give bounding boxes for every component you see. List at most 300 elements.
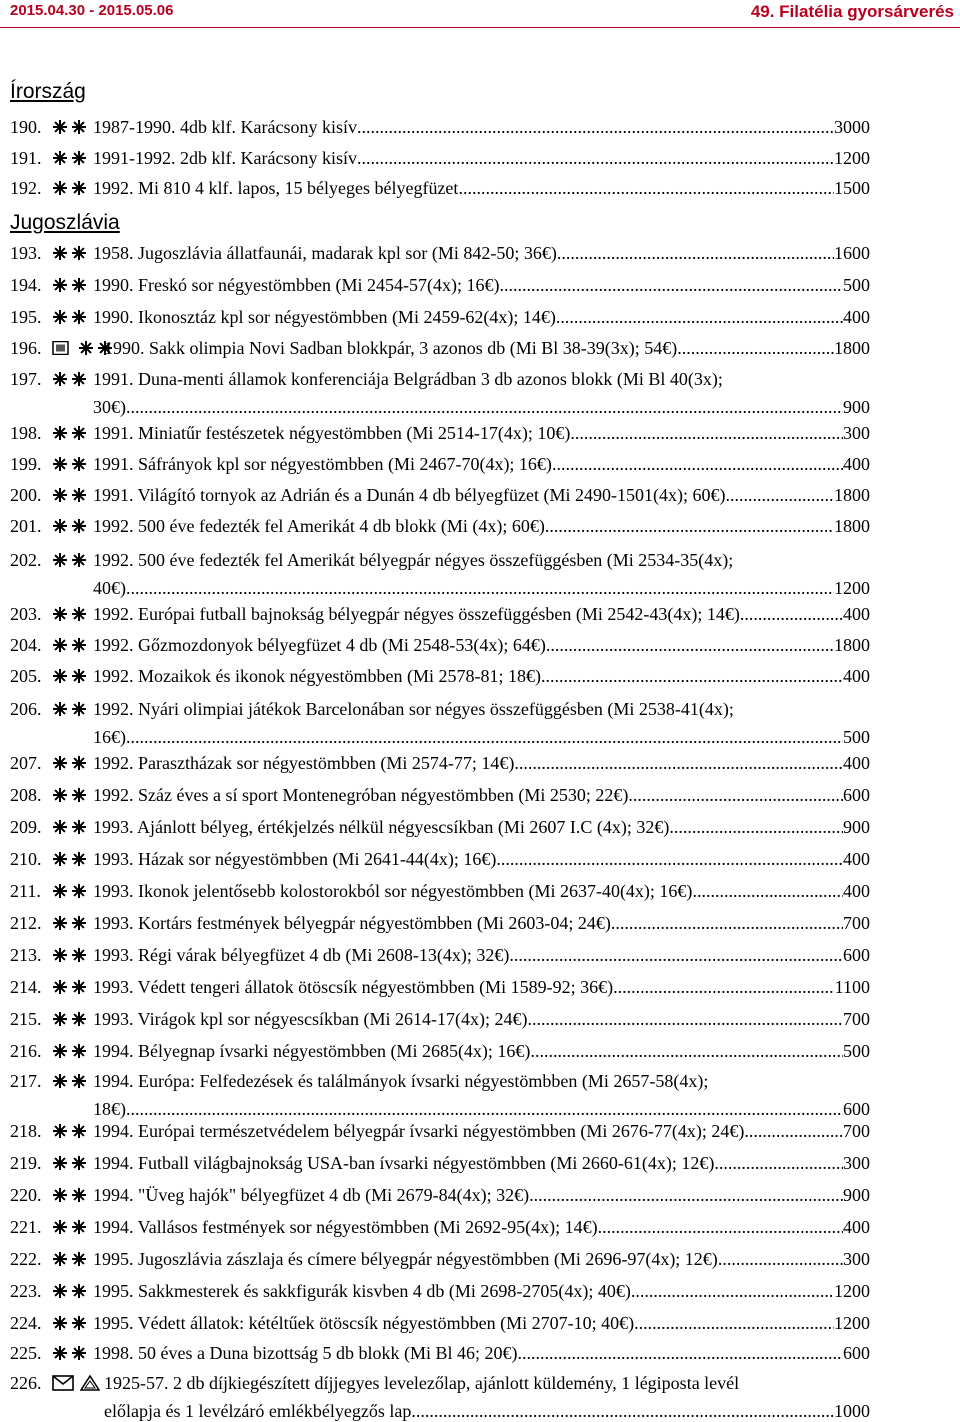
leader-dots bbox=[458, 177, 834, 199]
lot-price: 1200 bbox=[834, 1313, 870, 1333]
lot-item bbox=[10, 1248, 870, 1270]
leader-dots bbox=[552, 453, 843, 475]
lot-line bbox=[93, 1008, 870, 1030]
leader-dots bbox=[598, 1216, 843, 1238]
mint-never-hinged-icon bbox=[52, 426, 88, 440]
lot-item bbox=[10, 1342, 870, 1364]
lot-item bbox=[10, 848, 870, 870]
lot-text bbox=[93, 784, 870, 806]
lot-line bbox=[93, 1342, 870, 1364]
mint-never-hinged-icon bbox=[52, 372, 88, 386]
leader-dots bbox=[140, 1098, 844, 1120]
leader-dots bbox=[611, 912, 843, 934]
mint-never-hinged-icon bbox=[52, 1044, 88, 1058]
lot-line bbox=[93, 422, 870, 444]
mint-never-hinged-icon bbox=[52, 1074, 88, 1088]
lot-line bbox=[93, 177, 870, 199]
leader-dots bbox=[140, 396, 844, 418]
lot-item bbox=[10, 603, 870, 625]
lot-price: 400 bbox=[843, 1217, 870, 1237]
lot-text bbox=[93, 147, 870, 169]
mint-never-hinged-icon bbox=[52, 181, 88, 195]
lot-item bbox=[10, 177, 870, 199]
lot-line bbox=[93, 274, 870, 296]
lot-price: 1600 bbox=[834, 243, 870, 263]
lot-price: 500 bbox=[843, 1041, 870, 1061]
triangle-icon bbox=[80, 1375, 100, 1391]
lot-price: 1100 bbox=[834, 977, 870, 997]
lot-price: 600 bbox=[843, 1099, 870, 1119]
lot-description: 1995. Jugoszlávia zászlaja és címere bélyegpár négyestömbben (Mi 2696-97(4x); 12€) bbox=[93, 1249, 718, 1269]
lot-price: 400 bbox=[843, 849, 870, 869]
mint-never-hinged-icon bbox=[52, 756, 88, 770]
lot-text bbox=[93, 1216, 870, 1238]
lot-text bbox=[93, 1120, 870, 1142]
lot-description: 1995. Sakkmesterek és sakkfigurák kisvben 4 db (Mi 2698-2705(4x); 40€) bbox=[93, 1281, 631, 1301]
lot-price: 1200 bbox=[834, 148, 870, 168]
lot-item bbox=[10, 698, 870, 748]
lot-line bbox=[93, 147, 870, 169]
lot-description: 1992. Mozaikok és ikonok négyestömbben (Mi 2578-81; 18€) bbox=[93, 666, 541, 686]
leader-dots bbox=[499, 274, 843, 296]
lot-number: 205. bbox=[10, 666, 42, 686]
section-title: Írország bbox=[10, 80, 86, 103]
mint-never-hinged-icon bbox=[52, 457, 88, 471]
condition-marks bbox=[52, 1124, 88, 1138]
lot-text bbox=[93, 453, 870, 475]
lot-number: 203. bbox=[10, 604, 42, 624]
lot-description: 16€).. bbox=[93, 727, 135, 747]
condition-marks bbox=[52, 1284, 88, 1298]
lot-description: 1992. Nyári olimpiai játékok Barcelonában sor négyes összefüggésben (Mi 2538-41(4x); bbox=[93, 699, 734, 719]
leader-dots bbox=[517, 1342, 843, 1364]
condition-marks bbox=[52, 788, 88, 802]
lot-line bbox=[93, 634, 870, 656]
mint-never-hinged-icon bbox=[52, 1284, 88, 1298]
lot-price: 400 bbox=[843, 307, 870, 327]
lot-number: 198. bbox=[10, 423, 42, 443]
leader-dots bbox=[718, 1248, 843, 1270]
leader-dots bbox=[714, 1152, 843, 1174]
lot-line bbox=[93, 976, 870, 998]
lot-item bbox=[10, 1070, 870, 1120]
leader-dots bbox=[514, 752, 843, 774]
lot-description: 1991. Miniatűr festészetek négyestömbben (Mi 2514-17(4x); 10€) bbox=[93, 423, 571, 443]
lot-number: 217. bbox=[10, 1071, 42, 1091]
lot-text bbox=[93, 484, 870, 506]
condition-marks bbox=[52, 756, 88, 770]
lot-price: 1800 bbox=[834, 516, 870, 536]
condition-marks bbox=[52, 246, 88, 260]
leader-dots bbox=[628, 784, 843, 806]
condition-marks bbox=[52, 1156, 88, 1170]
lot-text bbox=[93, 1040, 870, 1062]
lot-description: 1990. Ikonosztáz kpl sor négyestömbben (Mi 2459-62(4x); 14€) bbox=[93, 307, 556, 327]
lot-item bbox=[10, 484, 870, 506]
lot-text bbox=[93, 1152, 870, 1174]
condition-marks bbox=[52, 1220, 88, 1234]
lot-line bbox=[93, 1216, 870, 1238]
leader-dots bbox=[740, 603, 843, 625]
lot-item bbox=[10, 337, 870, 359]
leader-dots bbox=[529, 1184, 843, 1206]
lot-line bbox=[93, 396, 870, 418]
lot-price: 1800 bbox=[834, 485, 870, 505]
condition-marks bbox=[52, 916, 88, 930]
lot-description: előlapja és 1 levélzáró emlékbélyegzős lap bbox=[104, 1401, 412, 1421]
lot-price: 700 bbox=[843, 913, 870, 933]
lot-text bbox=[93, 422, 870, 444]
condition-marks bbox=[52, 1252, 88, 1266]
lot-item bbox=[10, 549, 870, 599]
lot-price: 900 bbox=[843, 1185, 870, 1205]
lot-item bbox=[10, 242, 870, 264]
lot-price: 1200 bbox=[834, 1281, 870, 1301]
leader-dots bbox=[131, 577, 835, 599]
lot-item bbox=[10, 368, 870, 418]
mint-never-hinged-icon bbox=[52, 980, 88, 994]
lot-price: 400 bbox=[843, 881, 870, 901]
lot-item bbox=[10, 116, 870, 138]
lot-text bbox=[93, 944, 870, 966]
lot-number: 220. bbox=[10, 1185, 42, 1205]
lot-description: 1994. "Üveg hajók" bélyegfüzet 4 db (Mi 2679-84(4x); 32€) bbox=[93, 1185, 530, 1205]
lot-item bbox=[10, 306, 870, 328]
lot-number: 215. bbox=[10, 1009, 42, 1029]
lot-line bbox=[93, 1098, 870, 1120]
lot-description: 40€). bbox=[93, 578, 131, 598]
leader-dots bbox=[528, 1008, 843, 1030]
lot-item bbox=[10, 147, 870, 169]
mint-never-hinged-icon bbox=[52, 1012, 88, 1026]
lot-text bbox=[93, 976, 870, 998]
lot-line bbox=[93, 726, 870, 748]
lot-item bbox=[10, 453, 870, 475]
mint-never-hinged-icon bbox=[52, 1188, 88, 1202]
lot-price: 300 bbox=[843, 423, 870, 443]
lot-number: 191. bbox=[10, 148, 42, 168]
lot-text bbox=[93, 634, 870, 656]
mint-never-hinged-icon bbox=[52, 916, 88, 930]
mint-never-hinged-icon bbox=[52, 553, 88, 567]
lot-text bbox=[93, 515, 870, 537]
lot-text bbox=[93, 698, 870, 748]
lot-description: 1992. 500 éve fedezték fel Amerikát 4 db blokk (Mi (4x); 60€) bbox=[93, 516, 545, 536]
lot-line bbox=[93, 698, 870, 720]
lot-item bbox=[10, 1040, 870, 1062]
lot-line bbox=[93, 577, 870, 599]
lot-text bbox=[104, 1372, 870, 1422]
leader-dots bbox=[357, 116, 834, 138]
lot-description: 1991. Duna-menti államok konferenciája Belgrádban 3 db azonos blokk (Mi Bl 40(3x); bbox=[93, 369, 723, 389]
lot-item bbox=[10, 944, 870, 966]
lot-line bbox=[93, 484, 870, 506]
lot-line bbox=[104, 1372, 870, 1394]
lot-item bbox=[10, 752, 870, 774]
lot-item bbox=[10, 880, 870, 902]
block-icon bbox=[52, 341, 72, 355]
lot-description: 1992. Mi 810 4 klf. lapos, 15 bélyeges bélyegfüzet bbox=[93, 178, 459, 198]
leader-dots bbox=[530, 1040, 843, 1062]
lot-line bbox=[93, 880, 870, 902]
lot-price: 500 bbox=[843, 275, 870, 295]
lot-text bbox=[93, 274, 870, 296]
lot-text bbox=[93, 1008, 870, 1030]
lot-price: 400 bbox=[843, 753, 870, 773]
lot-item bbox=[10, 1120, 870, 1142]
lot-line bbox=[93, 515, 870, 537]
lot-line bbox=[93, 603, 870, 625]
condition-marks bbox=[52, 151, 88, 165]
lot-price: 1200 bbox=[834, 578, 870, 598]
lot-description: 18€)... bbox=[93, 1099, 140, 1119]
mint-never-hinged-icon bbox=[52, 702, 88, 716]
lot-number: 225. bbox=[10, 1343, 42, 1363]
lot-line bbox=[93, 848, 870, 870]
lot-description: 30€)... bbox=[93, 397, 140, 417]
lot-text bbox=[93, 1248, 870, 1270]
lot-text bbox=[93, 1070, 870, 1120]
lot-description: 1993. Régi várak bélyegfüzet 4 db (Mi 2608-13(4x); 32€) bbox=[93, 945, 510, 965]
condition-marks bbox=[52, 1074, 88, 1088]
lot-price: 1500 bbox=[834, 178, 870, 198]
mint-never-hinged-icon bbox=[52, 852, 88, 866]
lot-number: 199. bbox=[10, 454, 42, 474]
lot-description: 1994. Vallásos festmények sor négyestömbben (Mi 2692-95(4x); 14€) bbox=[93, 1217, 598, 1237]
lot-text bbox=[93, 306, 870, 328]
lot-number: 221. bbox=[10, 1217, 42, 1237]
lot-number: 200. bbox=[10, 485, 42, 505]
lot-line bbox=[93, 1120, 870, 1142]
condition-marks bbox=[52, 1376, 100, 1390]
mint-never-hinged-icon bbox=[52, 607, 88, 621]
lot-text bbox=[93, 177, 870, 199]
mint-never-hinged-icon bbox=[52, 278, 88, 292]
lot-text bbox=[93, 816, 870, 838]
leader-dots bbox=[557, 242, 834, 264]
mint-never-hinged-icon bbox=[52, 884, 88, 898]
lot-price: 1000 bbox=[834, 1401, 870, 1421]
condition-marks bbox=[52, 488, 88, 502]
mint-never-hinged-icon bbox=[52, 1252, 88, 1266]
lot-item bbox=[10, 274, 870, 296]
leader-dots bbox=[570, 422, 843, 444]
lot-number: 209. bbox=[10, 817, 42, 837]
condition-marks bbox=[52, 181, 88, 195]
lot-description: 1990. Freskó sor négyestömbben (Mi 2454-57(4x); 16€) bbox=[93, 275, 500, 295]
lot-description: 1993. Védett tengeri állatok ötöscsík négyestömbben (Mi 1589-92; 36€) bbox=[93, 977, 614, 997]
lot-description: 1992. 500 éve fedezték fel Amerikát bélyegpár négyes összefüggésben (Mi 2534-35(4x); bbox=[93, 550, 734, 570]
lot-line bbox=[93, 242, 870, 264]
condition-marks bbox=[52, 852, 88, 866]
lot-line bbox=[93, 1184, 870, 1206]
mint-never-hinged-icon bbox=[52, 310, 88, 324]
lot-price: 700 bbox=[843, 1121, 870, 1141]
mint-never-hinged-icon bbox=[52, 1220, 88, 1234]
mint-never-hinged-icon bbox=[52, 120, 88, 134]
lot-number: 223. bbox=[10, 1281, 42, 1301]
lot-number: 192. bbox=[10, 178, 42, 198]
leader-dots bbox=[725, 484, 834, 506]
mint-never-hinged-icon bbox=[52, 948, 88, 962]
lot-price: 400 bbox=[843, 604, 870, 624]
lot-description: 1993. Házak sor négyestömbben (Mi 2641-44(4x); 16€) bbox=[93, 849, 497, 869]
lot-price: 900 bbox=[843, 397, 870, 417]
lot-price: 3000 bbox=[834, 117, 870, 137]
lot-number: 194. bbox=[10, 275, 42, 295]
lot-text bbox=[93, 603, 870, 625]
condition-marks bbox=[52, 1188, 88, 1202]
condition-marks bbox=[52, 457, 88, 471]
lot-line bbox=[93, 784, 870, 806]
lot-item bbox=[10, 515, 870, 537]
lot-number: 213. bbox=[10, 945, 42, 965]
lot-item bbox=[10, 976, 870, 998]
lot-number: 211. bbox=[10, 881, 41, 901]
lot-price: 500 bbox=[843, 727, 870, 747]
lot-number: 201. bbox=[10, 516, 42, 536]
lot-text bbox=[93, 1312, 870, 1334]
leader-dots bbox=[509, 944, 843, 966]
condition-marks bbox=[52, 310, 88, 324]
leader-dots bbox=[546, 634, 834, 656]
lot-text bbox=[93, 116, 870, 138]
lot-number: 210. bbox=[10, 849, 42, 869]
lot-text bbox=[93, 752, 870, 774]
leader-dots bbox=[677, 337, 834, 359]
lot-description: 1991. Sáfrányok kpl sor négyestömbben (Mi 2467-70(4x); 16€) bbox=[93, 454, 552, 474]
lot-description: 1925-57. 2 db díjkiegészített díjjegyes levelezőlap, ajánlott küldemény, 1 légiposta levél bbox=[104, 1373, 740, 1393]
lot-line bbox=[93, 816, 870, 838]
lot-number: 190. bbox=[10, 117, 42, 137]
leader-dots bbox=[692, 880, 843, 902]
leader-dots bbox=[496, 848, 843, 870]
lot-description: 1995. Védett állatok: kétéltűek ötöscsík négyestömbben (Mi 2707-10; 40€) bbox=[93, 1313, 635, 1333]
mint-never-hinged-icon bbox=[52, 488, 88, 502]
lot-line bbox=[93, 368, 870, 390]
leader-dots bbox=[634, 1312, 834, 1334]
lot-description: 1998. 50 éves a Duna bizottság 5 db blokk (Mi Bl 46; 20€) bbox=[93, 1343, 518, 1363]
lot-item bbox=[10, 784, 870, 806]
lot-item bbox=[10, 1152, 870, 1174]
lot-description: 1993. Ikonok jelentősebb kolostorokból sor négyestömbben (Mi 2637-40(4x); 16€) bbox=[93, 881, 693, 901]
lot-text bbox=[93, 665, 870, 687]
lot-price: 1800 bbox=[834, 635, 870, 655]
lot-description: 1987-1990. 4db klf. Karácsony kisív bbox=[93, 117, 357, 137]
lot-line bbox=[93, 944, 870, 966]
lot-item bbox=[10, 422, 870, 444]
lot-line bbox=[93, 665, 870, 687]
lot-text bbox=[104, 337, 870, 359]
lot-number: 202. bbox=[10, 550, 42, 570]
leader-dots bbox=[744, 1120, 843, 1142]
lot-description: 1994. Bélyegnap ívsarki négyestömbben (Mi 2685(4x); 16€) bbox=[93, 1041, 531, 1061]
lot-number: 206. bbox=[10, 699, 42, 719]
date-range: 2015.04.30 - 2015.05.06 bbox=[10, 2, 174, 19]
lot-line bbox=[93, 116, 870, 138]
lot-line bbox=[93, 1248, 870, 1270]
lot-item bbox=[10, 1280, 870, 1302]
condition-marks bbox=[52, 607, 88, 621]
lot-description: 1993. Kortárs festmények bélyegpár négyestömbben (Mi 2603-04; 24€) bbox=[93, 913, 611, 933]
lot-description: 1993. Virágok kpl sor négyescsíkban (Mi 2614-17(4x); 24€) bbox=[93, 1009, 528, 1029]
condition-marks bbox=[52, 638, 88, 652]
leader-dots bbox=[556, 306, 843, 328]
condition-marks bbox=[52, 372, 88, 386]
lot-number: 214. bbox=[10, 977, 42, 997]
condition-marks bbox=[52, 553, 88, 567]
lot-text bbox=[93, 880, 870, 902]
lot-description: 1991. Világító tornyok az Adrián és a Dunán 4 db bélyegfüzet (Mi 2490-1501(4x); 60€) bbox=[93, 485, 726, 505]
lot-price: 600 bbox=[843, 1343, 870, 1363]
leader-dots bbox=[613, 976, 835, 998]
lot-number: 193. bbox=[10, 243, 42, 263]
mint-never-hinged-icon bbox=[52, 246, 88, 260]
leader-dots bbox=[135, 726, 843, 748]
condition-marks bbox=[52, 948, 88, 962]
condition-marks bbox=[52, 1012, 88, 1026]
mint-never-hinged-icon bbox=[52, 1124, 88, 1138]
lot-line bbox=[93, 306, 870, 328]
leader-dots bbox=[631, 1280, 834, 1302]
lot-price: 900 bbox=[843, 817, 870, 837]
lot-item bbox=[10, 816, 870, 838]
lot-price: 600 bbox=[843, 785, 870, 805]
section-title: Jugoszlávia bbox=[10, 211, 120, 234]
lot-item bbox=[10, 1008, 870, 1030]
condition-marks bbox=[52, 980, 88, 994]
lot-line bbox=[93, 752, 870, 774]
condition-marks bbox=[52, 120, 88, 134]
lot-price: 400 bbox=[843, 454, 870, 474]
lot-text bbox=[93, 242, 870, 264]
condition-marks bbox=[52, 820, 88, 834]
lot-text bbox=[93, 549, 870, 599]
lot-line bbox=[93, 1040, 870, 1062]
lot-description: 1991-1992. 2db klf. Karácsony kisív bbox=[93, 148, 357, 168]
lot-line bbox=[93, 1152, 870, 1174]
lot-line bbox=[93, 1070, 870, 1092]
lot-number: 219. bbox=[10, 1153, 42, 1173]
condition-marks bbox=[52, 702, 88, 716]
lot-number: 208. bbox=[10, 785, 42, 805]
condition-marks bbox=[52, 1044, 88, 1058]
mint-never-hinged-icon bbox=[52, 1156, 88, 1170]
lot-price: 1800 bbox=[834, 338, 870, 358]
lot-text bbox=[93, 848, 870, 870]
lot-price: 600 bbox=[843, 945, 870, 965]
lot-description: 1958. Jugoszlávia állatfaunái, madarak kpl sor (Mi 842-50; 36€) bbox=[93, 243, 557, 263]
lot-price: 400 bbox=[843, 666, 870, 686]
lot-item bbox=[10, 634, 870, 656]
lot-description: 1992. Száz éves a sí sport Montenegróban négyestömbben (Mi 2530; 22€) bbox=[93, 785, 629, 805]
condition-marks bbox=[52, 669, 88, 683]
leader-dots bbox=[357, 147, 834, 169]
lot-description: 1994. Futball világbajnokság USA-ban ívsarki négyestömbben (Mi 2660-61(4x); 12€) bbox=[93, 1153, 715, 1173]
lot-number: 226. bbox=[10, 1373, 42, 1393]
mint-never-hinged-icon bbox=[52, 1316, 88, 1330]
lot-item bbox=[10, 1312, 870, 1334]
mint-never-hinged-icon bbox=[52, 638, 88, 652]
lot-number: 224. bbox=[10, 1313, 42, 1333]
lot-price: 700 bbox=[843, 1009, 870, 1029]
lot-description: 1992. Gőzmozdonyok bélyegfüzet 4 db (Mi 2548-53(4x); 64€) bbox=[93, 635, 546, 655]
lot-text bbox=[93, 1184, 870, 1206]
condition-marks bbox=[52, 426, 88, 440]
lot-line bbox=[93, 1280, 870, 1302]
lot-number: 216. bbox=[10, 1041, 42, 1061]
lot-text bbox=[93, 368, 870, 418]
